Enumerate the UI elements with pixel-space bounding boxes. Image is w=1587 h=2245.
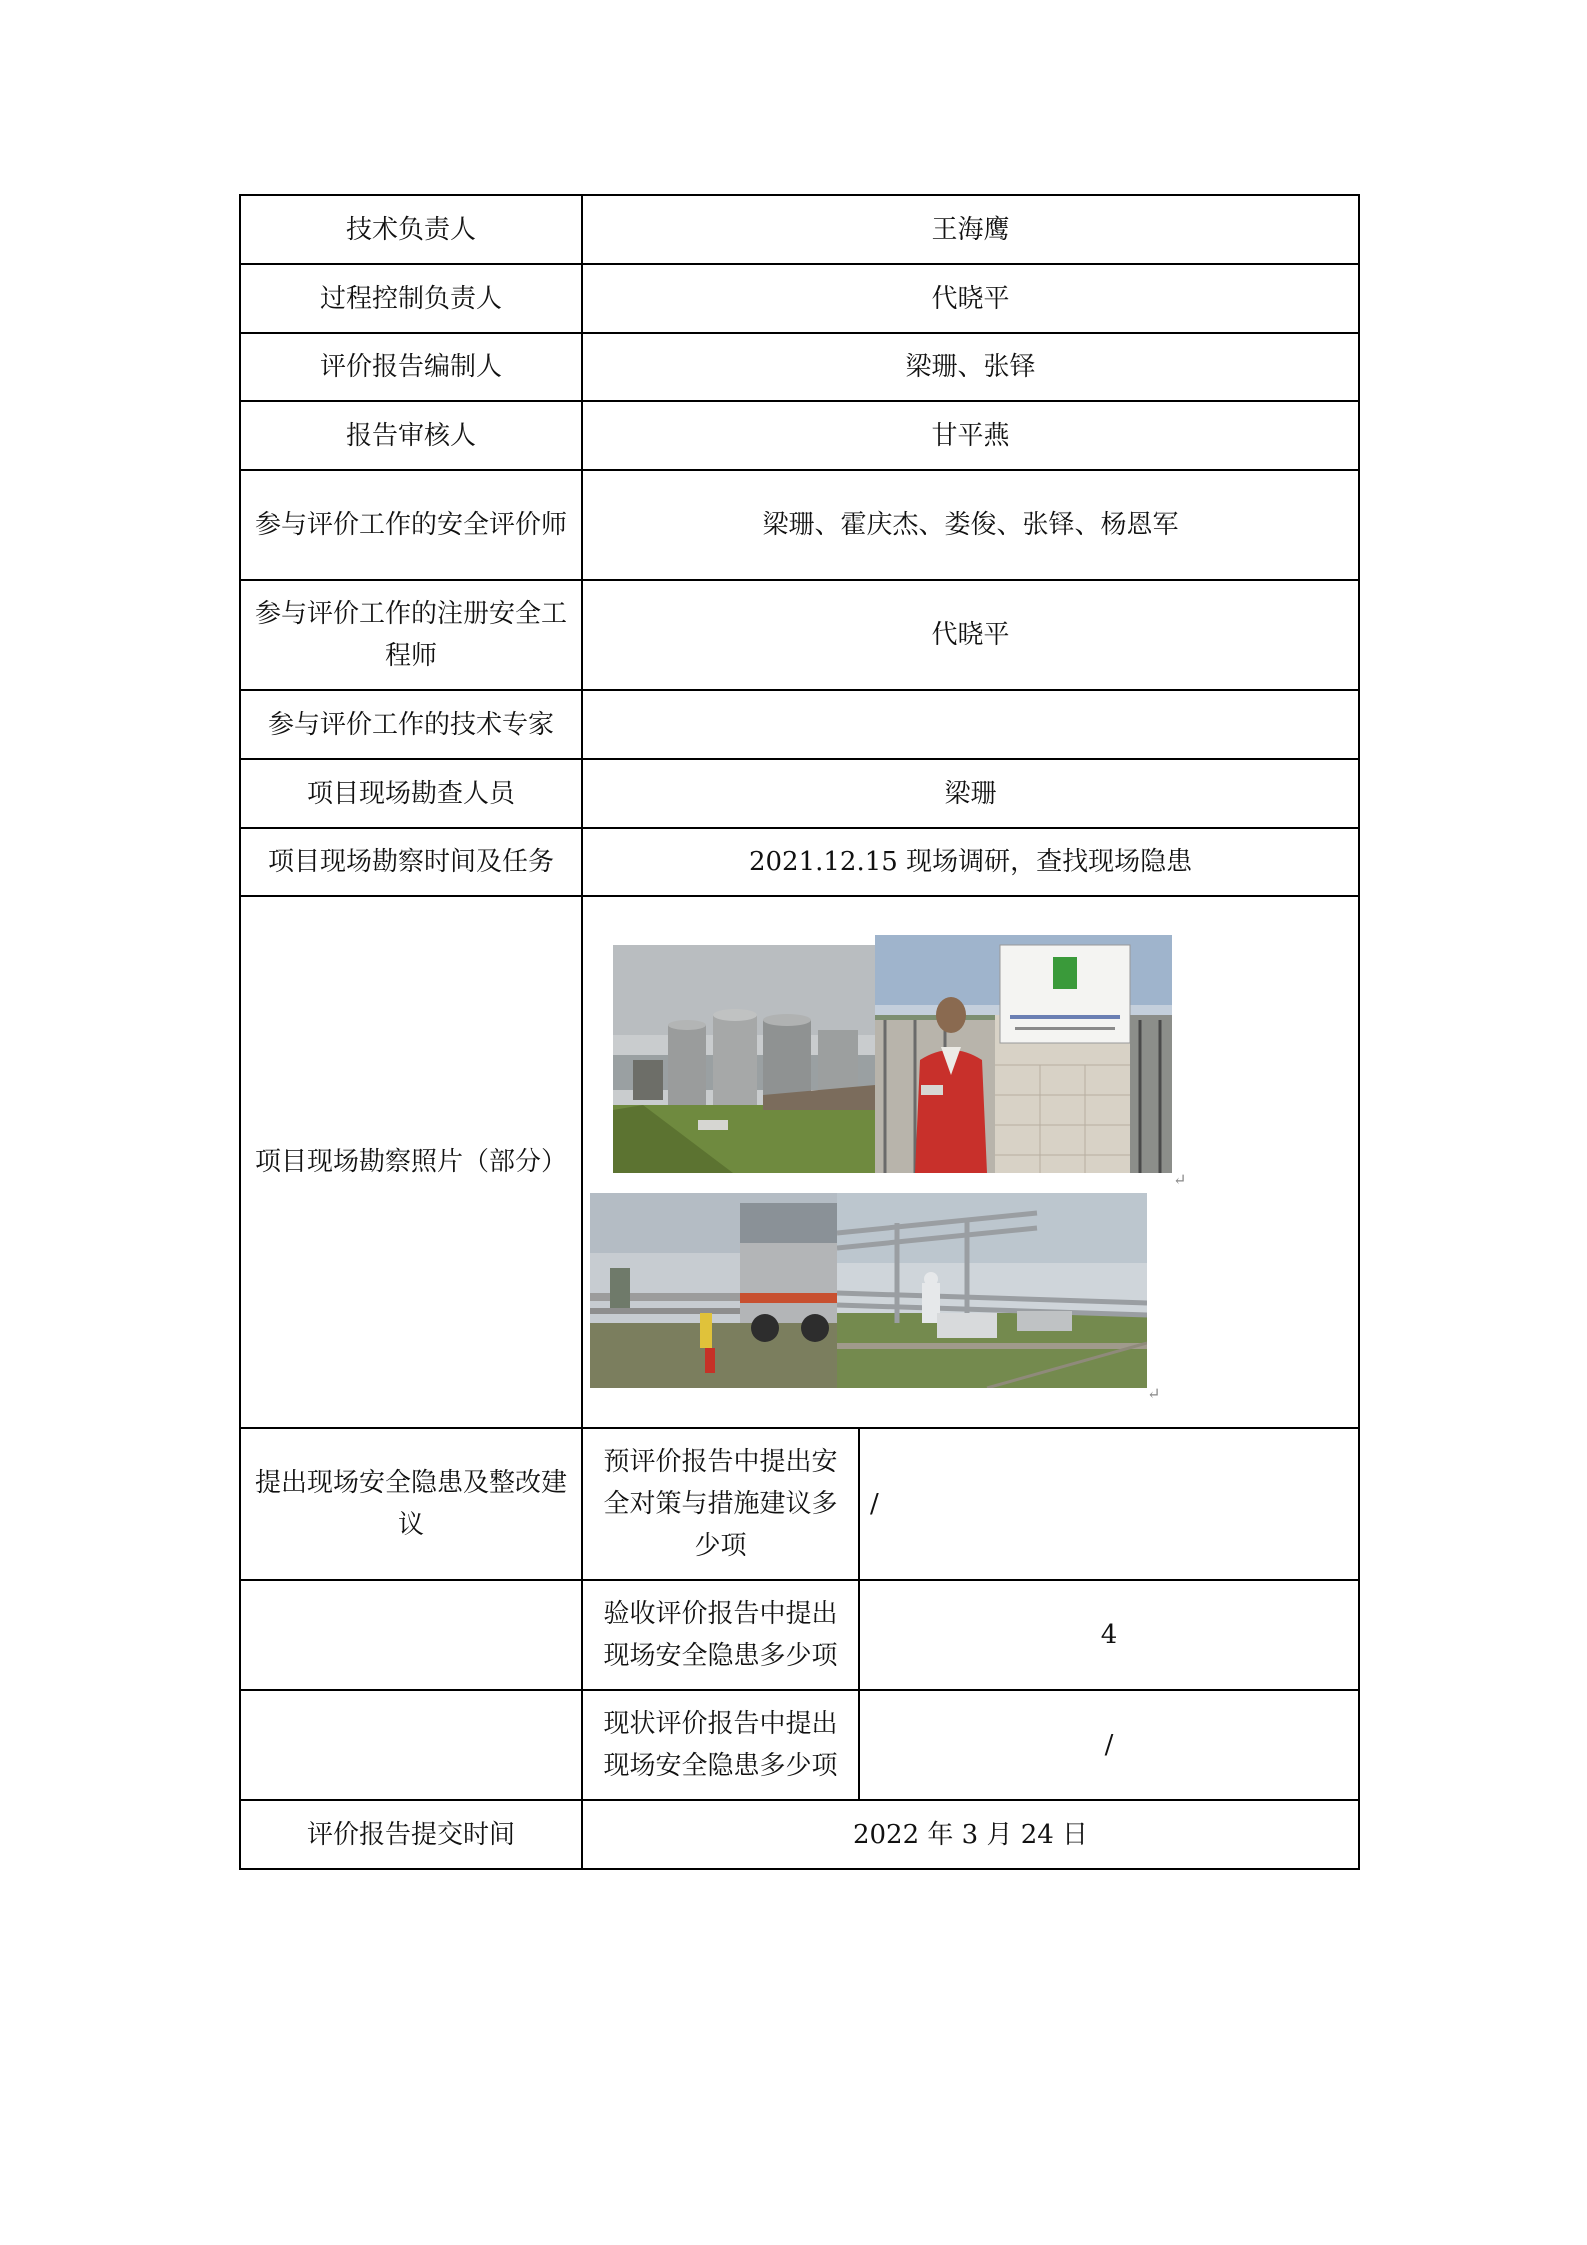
- empty-cell: [240, 1580, 582, 1690]
- row-hazards-status: [240, 1690, 1359, 1800]
- site-surveyors-label: 项目现场勘查人员: [240, 759, 582, 828]
- submit-time-label: 评价报告提交时间: [240, 1800, 582, 1869]
- safety-engineers-label: 参与评价工作的注册安全工程师: [240, 580, 582, 690]
- acceptance-value: 4: [859, 1580, 1359, 1690]
- survey-time-value: 2021.12.15 现场调研，查找现场隐患: [582, 828, 1359, 896]
- status-label: 现状评价报告中提出现场安全隐患多少项: [582, 1690, 859, 1800]
- tanker-truck-photo: [590, 1193, 837, 1388]
- report-reviewer-value: 甘平燕: [582, 401, 1359, 470]
- row-hazards-pre: [240, 1428, 1359, 1580]
- row-survey-photos: [240, 896, 1359, 1428]
- report-reviewer-label: 报告审核人: [240, 401, 582, 470]
- row-submit-time: [240, 1800, 1359, 1869]
- safety-assessors-value: 梁珊、霍庆杰、娄俊、张铎、杨恩军: [582, 470, 1359, 580]
- row-tech-experts: [240, 690, 1359, 759]
- pre-eval-value: /: [859, 1428, 1359, 1580]
- photo-collage: [583, 897, 1358, 1427]
- survey-photos-label: 项目现场勘察照片（部分）: [240, 896, 582, 1428]
- tech-lead-label: 技术负责人: [240, 195, 582, 264]
- survey-photos-cell: [582, 896, 1359, 1428]
- report-author-label: 评价报告编制人: [240, 333, 582, 401]
- row-process-lead: [240, 264, 1359, 333]
- tech-experts-value: [582, 690, 1359, 759]
- return-mark: ↵: [1173, 1170, 1187, 1189]
- acceptance-label: 验收评价报告中提出现场安全隐患多少项: [582, 1580, 859, 1690]
- safety-engineers-value: 代晓平: [582, 580, 1359, 690]
- report-author-value: 梁珊、张铎: [582, 333, 1359, 401]
- info-table: [239, 194, 1360, 1870]
- row-hazards-acceptance: [240, 1580, 1359, 1690]
- row-tech-lead: [240, 195, 1359, 264]
- row-survey-time: [240, 828, 1359, 896]
- process-lead-value: 代晓平: [582, 264, 1359, 333]
- tech-experts-label: 参与评价工作的技术专家: [240, 690, 582, 759]
- row-report-author: [240, 333, 1359, 401]
- return-mark: ↵: [1147, 1384, 1161, 1403]
- row-report-reviewer: [240, 401, 1359, 470]
- storage-tanks-photo: [613, 945, 875, 1173]
- gate-person-photo: [875, 935, 1172, 1173]
- pre-eval-label: 预评价报告中提出安全对策与措施建议多少项: [582, 1428, 859, 1580]
- empty-cell: [240, 1690, 582, 1800]
- survey-time-label: 项目现场勘察时间及任务: [240, 828, 582, 896]
- row-safety-assessors: [240, 470, 1359, 580]
- status-value: /: [859, 1690, 1359, 1800]
- safety-assessors-label: 参与评价工作的安全评价师: [240, 470, 582, 580]
- process-lead-label: 过程控制负责人: [240, 264, 582, 333]
- submit-time-value: 2022 年 3 月 24 日: [582, 1800, 1359, 1869]
- hazards-label: 提出现场安全隐患及整改建议: [240, 1428, 582, 1580]
- pipe-rack-photo: [837, 1193, 1147, 1388]
- row-safety-engineers: [240, 580, 1359, 690]
- site-surveyors-value: 梁珊: [582, 759, 1359, 828]
- row-site-surveyors: [240, 759, 1359, 828]
- tech-lead-value: 王海鹰: [582, 195, 1359, 264]
